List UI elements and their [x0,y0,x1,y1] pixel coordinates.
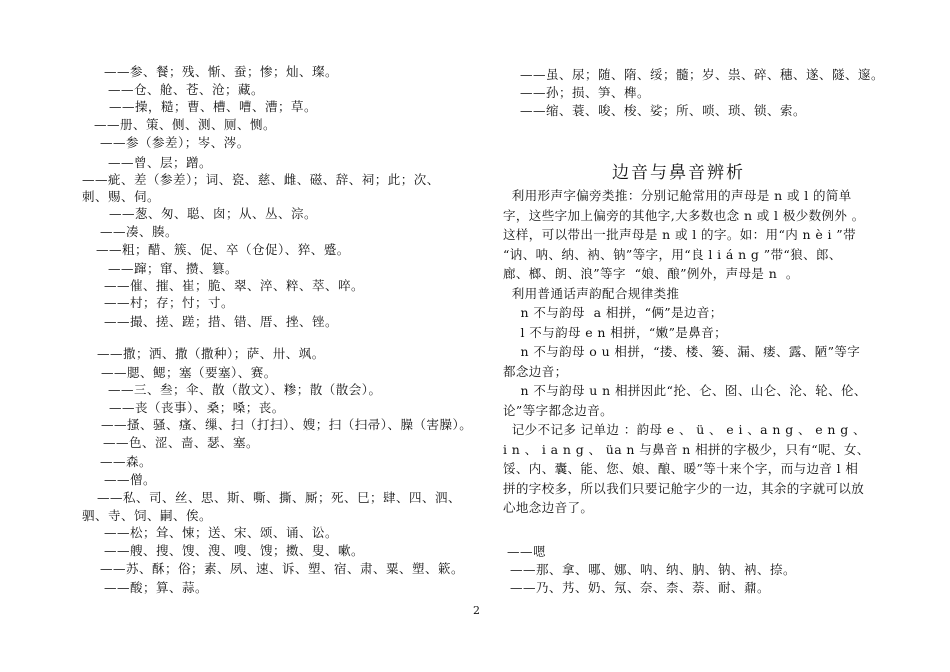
text-line: ——凑、腠。 [100,224,179,239]
paragraph-line: 利用普通话声韵配合规律类推 [503,285,680,301]
text-line: ——松；耸、悚；送、宋、颂、诵、讼。 [104,525,339,540]
paragraph-line: n 不与韵母 o u 相拼，“搂、楼、篓、漏、瘘、露、陋”等字 [503,344,861,359]
section-title: 边音与鼻音辨析 [612,163,745,183]
text-line: ——苏、酥；俗；素、夙、速、诉、塑、宿、肃、粟、塑、簌。 [100,561,465,576]
paragraph-line: 都念边音； [503,363,568,379]
paragraph-line: l 不与韵母 e n 相拼，“嫩”是鼻音； [503,324,728,340]
text-line: ——粗；醋、簇、促、卒（仓促）、猝、蹙。 [96,242,350,257]
text-line: ——嗯 [507,544,547,559]
paragraph-line: 利用形声字偏旁类推：分别记舱常用的声母是 n 或 l 的简单 [503,188,852,203]
text-line: ——三、叁；伞、散（散文）、糁；散（散会）。 [108,382,382,397]
paragraph-line: 心地念边音了。 [503,500,594,515]
text-line: ——虽、尿；随、隋、绥；髓；岁、祟、碎、穗、遂、隧、邃。 [520,67,885,82]
text-line: ——腮、鳃；塞（要塞）、赛。 [101,365,277,380]
paragraph-line: 馁、内、囊、能、您、娘、酿、暖”等十来个字，而与边音 l 相 [503,461,859,476]
text-line: ——酸；算、蒜。 [104,580,209,595]
text-line: ——森。 [100,454,153,469]
text-line: ——丧（丧事）、桑；嗓；丧。 [109,400,285,415]
text-line: ——参、餐；残、惭、蚕；惨；灿、璨。 [104,64,339,79]
text-line: ——色、涩、啬、瑟、塞。 [103,435,260,450]
text-line: 驷、寺、饲、嗣、俟。 [82,508,213,523]
paragraph-line: n 不与韵母 u n 相拼因此“抡、仑、囵、山仑、沦、轮、伦、 [503,383,867,398]
paragraph-line: i n 、 i a n g 、 üa n 与鼻音 n 相拼的字极少，只有“呢、女、 [503,441,870,457]
text-line: ——缩、蓑、唆、梭、娑；所、唢、琐、锁、索。 [520,103,807,118]
text-line: ——葱、匆、聪、囱；从、丛、淙。 [109,206,318,221]
text-line: ——疵、差（参差）；词、瓷、慈、雌、磁、辞、祠；此；次、 [82,172,440,187]
text-line: ——那、拿、哪、娜、呐、纳、肭、钠、衲、捺。 [510,562,797,577]
text-line: ——撮、搓、蹉；措、错、厝、挫、锉。 [104,314,339,329]
text-line: ——搔、骚、瘙、缫、扫（打扫）、嫂；扫（扫帚）、臊（害臊）。 [101,417,473,432]
text-line: ——孙；损、笋、榫。 [520,85,651,100]
text-line: ——艘、搜、馊、溲、嗖、馊；擞、叟、嗽。 [104,543,365,558]
text-line: ——村；存；忖；寸。 [104,295,235,310]
text-line: ——催、摧、崔；脆、翠、淬、粹、萃、啐。 [104,278,365,293]
body-paragraph [503,186,903,518]
text-line: ——撒；洒、撒（撒种）；萨、卅、飒。 [97,346,325,361]
paragraph-line: 字，这些字加上偏旁的其他字,大多数也念 n 或 l 极少数例外 。 [503,207,865,223]
text-line: ——乃、艿、奶、氖、奈、柰、萘、耐、鼐。 [510,580,771,595]
paragraph-line: 记少不记多 记单边 ：韵母 e 、 ü 、 e i 、a n g 、 e n g 、 [503,422,866,437]
paragraph-line: n 不与韵母 a 相拼，“俩”是边音； [503,305,723,320]
paragraph-line: “讷、呐、纳、衲、钠”等字，用“良 l i á n g ”带“狼、郎、 [503,246,842,262]
text-line: ——僧。 [104,472,157,487]
text-line: ——私、司、丝、思、斯、嘶、撕、厮；死、巳；肆、四、泗、 [97,490,462,505]
paragraph-line: 这样，可以带出一批声母是 n 或 l 的字。如：用“内 n è i ”带 [503,227,856,242]
text-line: 刺、赐、伺。 [82,189,161,204]
page-number: 2 [473,604,480,617]
text-line: ——参（参差）；岑、涔。 [100,135,250,150]
paragraph-line: 拼的字校多，所以我们只要记舱字少的一边，其余的字就可以放 [503,480,865,496]
text-line: ——操，糙；曹、槽、嘈、漕；草。 [109,99,318,114]
paragraph-line: 论”等字都念边音。 [503,402,613,418]
paragraph-line: 廊、榔、朗、浪”等字 “娘、酿”例外，声母是 n 。 [503,266,799,281]
text-line: ——仓、舱、苍、沧；藏。 [108,82,265,97]
text-line: ——蹿；窜、攒、篡。 [108,261,239,276]
text-line: ——曾、层；蹭。 [108,155,213,170]
text-line: ——册、策、侧、测、厕、恻。 [94,117,277,132]
